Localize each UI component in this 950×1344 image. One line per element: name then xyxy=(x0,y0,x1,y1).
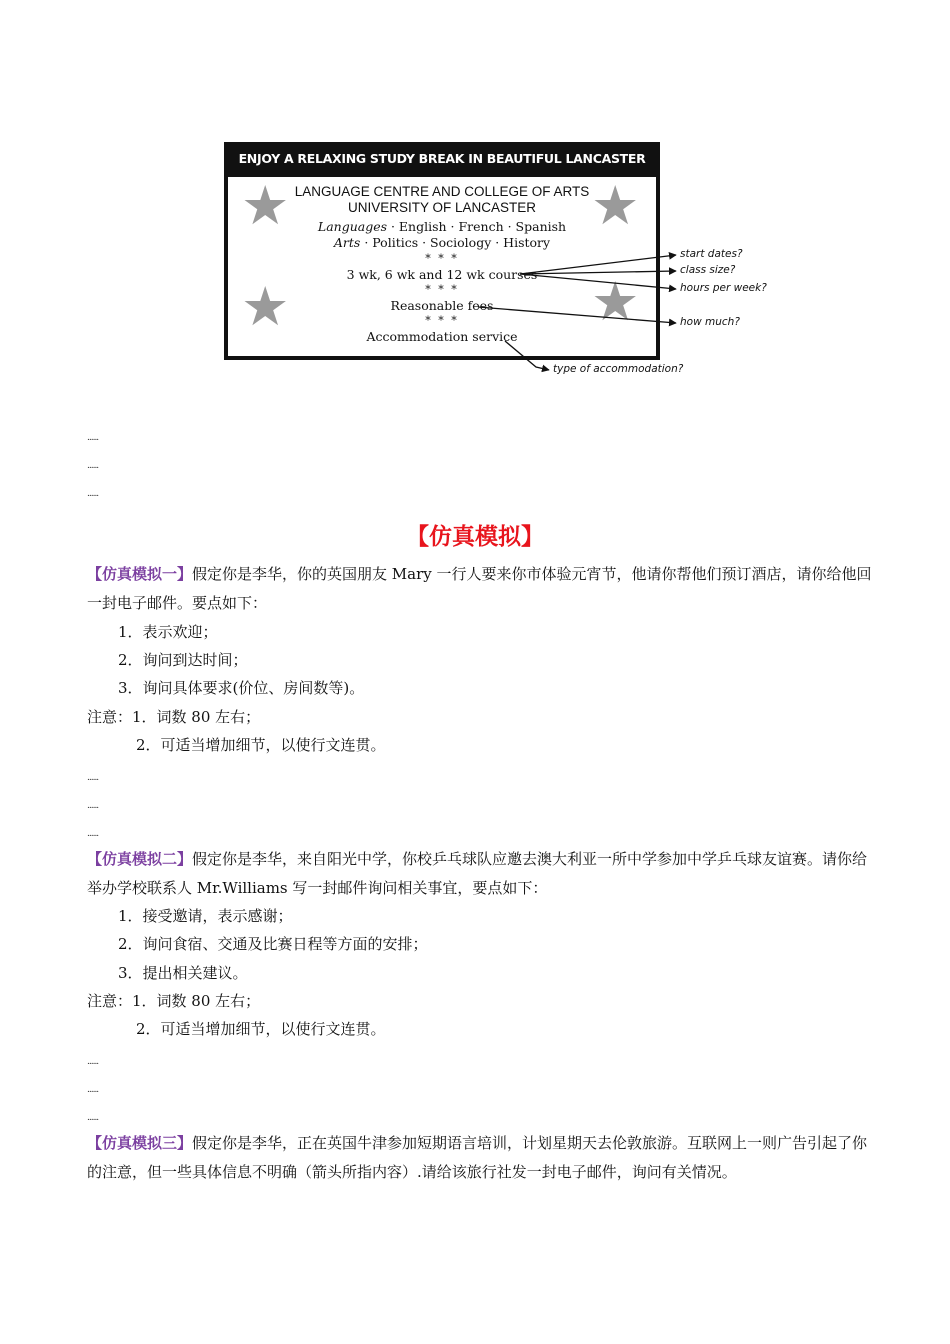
placeholder-dots: ...... xyxy=(87,433,99,443)
ad-separator: * * * xyxy=(425,283,459,296)
note-start-dates: start dates? xyxy=(680,248,743,260)
ad-arts xyxy=(228,235,656,250)
star-icon: ★ xyxy=(591,174,640,237)
sim3-intro xyxy=(87,1129,877,1187)
ad-courses: 3 wk, 6 wk and 12 wk courses xyxy=(346,267,538,282)
sim2-point-3: 3．提出相关建议。 xyxy=(118,964,248,982)
placeholder-dots: ...... xyxy=(87,1085,99,1095)
ad-separator: * * * xyxy=(425,314,459,327)
ad-org-line1: LANGUAGE CENTRE AND COLLEGE OF ARTS xyxy=(294,184,590,199)
advertisement-figure xyxy=(224,142,660,360)
placeholder-dots: ...... xyxy=(87,1057,99,1067)
sim3-intro-text: 假定你是李华，正在英国牛津参加短期语言培训，计划星期天去伦敦旅游。互联网上一则广告引起了你的注意，但一些具体信息不明确（箭头所指内容）.请给该旅行社发一封电子邮件，询问有关情况。 xyxy=(87,1134,868,1181)
placeholder-dots: ...... xyxy=(87,801,99,811)
ad-fees: Reasonable fees xyxy=(390,298,494,313)
ad-arts-label: Arts xyxy=(333,235,361,250)
sim1-note-2: 2．可适当增加细节，以使行文连贯。 xyxy=(136,736,386,754)
sim2-intro-text: 假定你是李华，来自阳光中学，你校乒乓球队应邀去澳大利亚一所中学参加中学乒乓球友谊赛。请你给举办学校联系人 Mr.Williams 写一封邮件询问相关事宜，要点如下： xyxy=(87,850,868,897)
ad-languages-label: Languages xyxy=(317,219,388,234)
sim1-point-3: 3．询问具体要求(价位、房间数等)。 xyxy=(118,679,365,697)
note-accommodation-type: type of accommodation? xyxy=(553,363,684,375)
note-hours-per-week: hours per week? xyxy=(680,282,767,294)
star-icon: ★ xyxy=(241,275,290,338)
ad-separator: * * * xyxy=(425,252,459,265)
sim2-point-2: 2．询问食宿、交通及比赛日程等方面的安排； xyxy=(118,935,428,953)
note-how-much: how much? xyxy=(680,316,740,328)
sim2-tag: 【仿真模拟二】 xyxy=(87,850,193,868)
sim2-note-2: 2．可适当增加细节，以使行文连贯。 xyxy=(136,1020,386,1038)
star-icon: ★ xyxy=(241,174,290,237)
ad-header: ENJOY A RELAXING STUDY BREAK IN BEAUTIFUL LANCASTER xyxy=(238,151,646,166)
ad-body xyxy=(228,174,656,356)
section-title: 【仿真模拟】 xyxy=(406,524,544,550)
ad-languages xyxy=(228,219,656,234)
ad-arts-list: · Politics · Sociology · History xyxy=(360,235,551,250)
sim1-tag: 【仿真模拟一】 xyxy=(87,565,193,583)
sim1-point-2: 2．询问到达时间； xyxy=(118,651,248,669)
note-class-size: class size? xyxy=(680,264,736,276)
ad-org-line2: UNIVERSITY OF LANCASTER xyxy=(347,200,537,215)
placeholder-dots: ...... xyxy=(87,773,99,783)
ad-languages-list: · English · French · Spanish xyxy=(387,219,567,234)
sim1-intro xyxy=(87,560,877,618)
placeholder-dots: ...... xyxy=(87,829,99,839)
sim1-note-1: 注意：1．词数 80 左右； xyxy=(87,708,261,726)
sim3-tag: 【仿真模拟三】 xyxy=(87,1134,193,1152)
sim2-intro xyxy=(87,845,877,903)
sim1-intro-text: 假定你是李华，你的英国朋友 Mary 一行人要来你市体验元宵节，他请你帮他们预订酒店，请你给他回一封电子邮件。要点如下： xyxy=(87,565,872,612)
sim1-point-1: 1．表示欢迎； xyxy=(118,623,218,641)
sim2-point-1: 1．接受邀请，表示感谢； xyxy=(118,907,293,925)
sim2-note-1: 注意：1．词数 80 左右； xyxy=(87,992,261,1010)
placeholder-dots: ...... xyxy=(87,489,99,499)
ad-accommodation: Accommodation service xyxy=(366,329,518,344)
placeholder-dots: ...... xyxy=(87,1113,99,1123)
star-icon: ★ xyxy=(591,270,640,333)
placeholder-dots: ...... xyxy=(87,461,99,471)
